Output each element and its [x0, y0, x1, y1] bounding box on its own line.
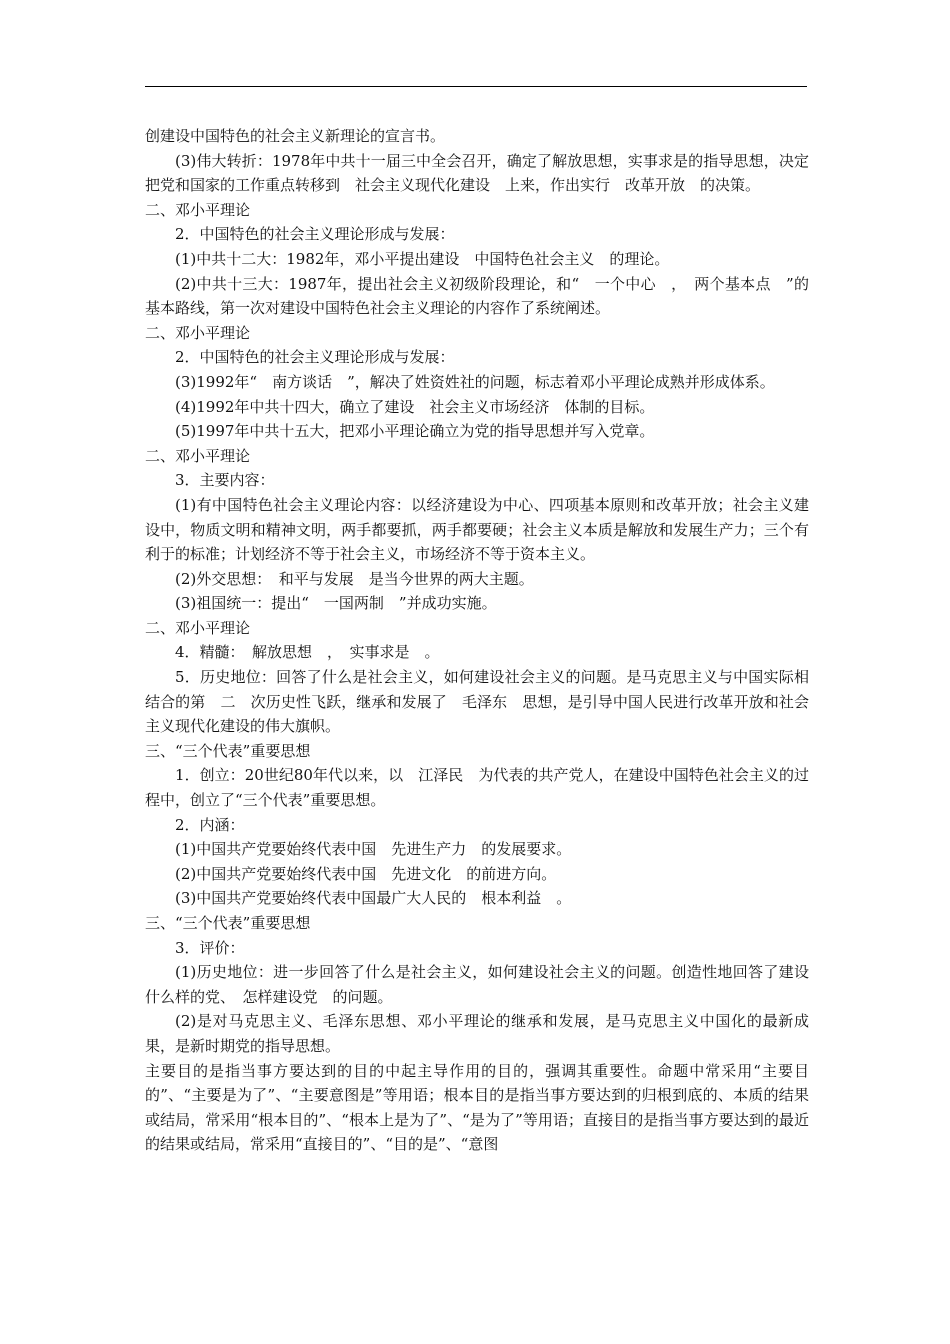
paragraph: (3)中国共产党要始终代表中国最广大人民的 根本利益 。	[175, 889, 572, 908]
paragraph: 二、邓小平理论	[145, 200, 251, 219]
paragraph: (1)历史地位：进一步回答了什么是社会主义，如何建设社会主义的问题。创造性地回答了建设什么样的党、 怎样建设党 的问题。	[145, 963, 809, 1006]
paragraph: (1)中国共产党要始终代表中国 先进生产力 的发展要求。	[175, 840, 572, 859]
paragraph: (1)中共十二大：1982年，邓小平提出建设 中国特色社会主义 的理论。	[175, 249, 670, 268]
paragraph: 5．历史地位：回答了什么是社会主义，如何建设社会主义的问题。是马克思主义与中国实际相结合的第 二 次历史性飞跃，继承和发展了 毛泽东 思想，是引导中国人民进行改革开放和社会主义现代化建设的伟大旗帜。	[145, 668, 809, 736]
paragraph: (3)1992年“ 南方谈话 ”，解决了姓资姓社的问题，标志着邓小平理论成熟并形成体系。	[175, 372, 775, 391]
paragraph: 2．中国特色的社会主义理论形成与发展：	[175, 225, 455, 244]
paragraph: 2．中国特色的社会主义理论形成与发展：	[175, 348, 455, 367]
paragraph: (2)中共十三大：1987年，提出社会主义初级阶段理论，和“ 一个中心 ， 两个基本点 ”的基本路线，第一次对建设中国特色社会主义理论的内容作了系统阐述。	[145, 274, 809, 318]
paragraph: (2)中国共产党要始终代表中国 先进文化 的前进方向。	[175, 864, 557, 883]
paragraph: (2)外交思想： 和平与发展 是当今世界的两大主题。	[175, 569, 534, 588]
paragraph: 4．精髓： 解放思想 ， 实事求是 。	[175, 643, 440, 662]
paragraph: (1)有中国特色社会主义理论内容：以经济建设为中心、四项基本原则和改革开放；社会主义建设中，物质文明和精神文明，两手都要抓，两手都要硬；社会主义本质是解放和发展生产力；三个有利于的标准；计划经济不等于社会主义，市场经济不等于资本主义。	[145, 495, 809, 564]
paragraph: 2．内涵：	[175, 815, 245, 834]
paragraph: (4)1992年中共十四大，确立了建设 社会主义市场经济 体制的目标。	[175, 397, 655, 416]
paragraph: 二、邓小平理论	[145, 618, 251, 637]
paragraph: (2)是对马克思主义、毛泽东思想、邓小平理论的继承和发展，是马克思主义中国化的最新成果，是新时期党的指导思想。	[145, 1012, 809, 1055]
paragraph: 二、邓小平理论	[145, 446, 251, 465]
paragraph: 主要目的是指当事方要达到的目的中起主导作用的目的，强调其重要性。命题中常采用“主要目的”、“主要是为了”、“主要意图是”等用语；根本目的是指当事方要达到的归根到底的、本质的结果或结局，常采用“根本目的”、“根本上是为了”、“是为了”等用语；直接目的是指当事方要达到的最近的结果或结局，常采用“直接目的”、“目的是”、“意图	[145, 1061, 809, 1154]
paragraph: 1．创立：20世纪80年代以来，以 江泽民 为代表的共产党人，在建设中国特色社会主义的过程中，创立了“三个代表”重要思想。	[145, 766, 809, 810]
paragraph: 三、“三个代表”重要思想	[145, 914, 311, 932]
paragraph: (3)伟大转折：1978年中共十一届三中全会召开，确定了解放思想，实事求是的指导思想，决定把党和国家的工作重点转移到 社会主义现代化建设 上来，作出实行 改革开放 的决策。	[145, 151, 809, 195]
paragraph: (5)1997年中共十五大，把邓小平理论确立为党的指导思想并写入党章。	[175, 422, 655, 441]
paragraph: 3．主要内容：	[175, 471, 275, 490]
paragraph: 二、邓小平理论	[145, 323, 251, 342]
paragraph: (3)祖国统一：提出“ 一国两制 ”并成功实施。	[175, 594, 497, 613]
paragraph: 三、“三个代表”重要思想	[145, 741, 311, 760]
paragraph: 创建设中国特色的社会主义新理论的宣言书。	[145, 127, 446, 145]
document-body	[145, 124, 809, 1157]
paragraph: 3．评价：	[175, 938, 245, 957]
header-rule	[145, 86, 807, 87]
